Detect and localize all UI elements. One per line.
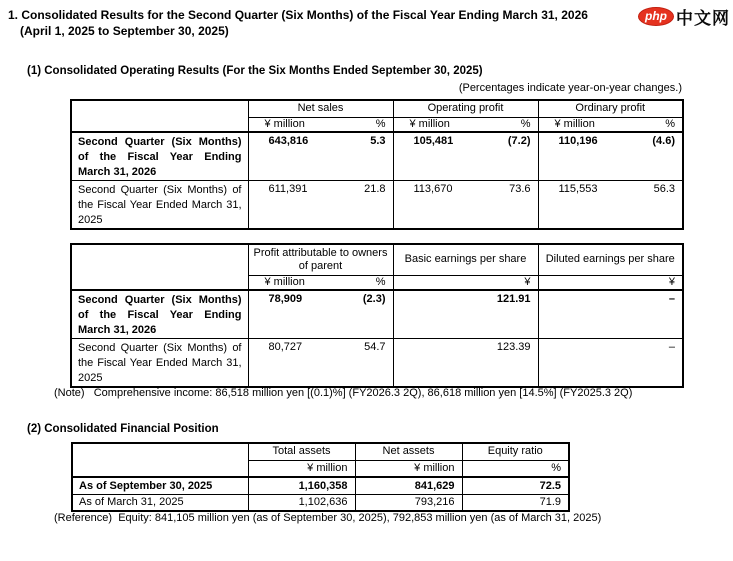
value-yen: 78,909 xyxy=(268,293,303,305)
table-row-fy2025 xyxy=(71,181,683,230)
document-heading xyxy=(8,7,588,39)
column-header-total-assets: Total assets xyxy=(248,443,355,460)
cell-profit-attributable xyxy=(248,290,393,339)
corner-cell xyxy=(71,100,248,132)
unit-cell: ¥ million xyxy=(248,460,355,477)
table-row-fy2026 xyxy=(71,290,683,339)
value-yen: 113,670 xyxy=(413,183,453,195)
value-yen: 80,727 xyxy=(268,341,303,353)
column-header-basic-eps: Basic earnings per share xyxy=(393,244,538,275)
unit-yen-label: ¥ million xyxy=(264,276,305,289)
value-pct: 5.3 xyxy=(370,135,386,147)
value-yen: 611,391 xyxy=(268,183,308,195)
php-logo-icon: php xyxy=(638,7,674,26)
value-pct: (7.2) xyxy=(507,135,531,147)
row-label: As of September 30, 2025 xyxy=(72,477,248,494)
cell-operating-profit xyxy=(393,132,538,181)
cell-profit-attributable xyxy=(248,339,393,388)
unit-cell xyxy=(538,117,683,132)
table-header-row xyxy=(72,443,569,460)
cell-net-assets: 841,629 xyxy=(355,477,462,494)
row-label: Second Quarter (Six Months) of the Fiscal Year Ending March 31, 2026 xyxy=(71,132,248,181)
cell-diluted-eps: – xyxy=(538,339,683,388)
cell-operating-profit xyxy=(393,181,538,230)
unit-cell xyxy=(393,117,538,132)
cell-ordinary-profit xyxy=(538,132,683,181)
unit-cell xyxy=(248,275,393,290)
unit-cell xyxy=(248,117,393,132)
value-pct: 56.3 xyxy=(653,183,675,195)
corner-cell xyxy=(71,244,248,290)
unit-yen-label: ¥ million xyxy=(264,118,305,131)
equity-reference-note: (Reference) Equity: 841,105 million yen (as of September 30, 2025), 792,853 million yen (as of March 31, 2025) xyxy=(54,512,602,524)
corner-cell xyxy=(72,443,248,477)
value-pct: 54.7 xyxy=(364,341,386,353)
unit-cell: % xyxy=(462,460,569,477)
column-header-equity-ratio: Equity ratio xyxy=(462,443,569,460)
cell-total-assets: 1,102,636 xyxy=(248,494,355,511)
percentages-note: (Percentages indicate year-on-year changes.) xyxy=(458,82,682,94)
value-pct: 73.6 xyxy=(509,183,531,195)
cell-basic-eps: 123.39 xyxy=(393,339,538,388)
comprehensive-income-note: (Note) Comprehensive income: 86,518 million yen [(0.1)%] (FY2026.3 2Q), 86,618 million yen [14.5%] (FY2025.3 2Q) xyxy=(54,387,633,399)
unit-yen-label: ¥ million xyxy=(409,118,450,131)
value-yen: 105,481 xyxy=(413,135,454,147)
operating-results-table xyxy=(70,99,684,230)
cell-equity-ratio: 71.9 xyxy=(462,494,569,511)
cell-diluted-eps: – xyxy=(538,290,683,339)
unit-cell: ¥ xyxy=(538,275,683,290)
value-yen: 643,816 xyxy=(268,135,309,147)
unit-pct-label: % xyxy=(375,276,386,289)
unit-pct-label: % xyxy=(665,118,675,131)
unit-cell: ¥ million xyxy=(355,460,462,477)
row-label: Second Quarter (Six Months) of the Fiscal Year Ending March 31, 2026 xyxy=(71,290,248,339)
site-logo-text: 中文网 xyxy=(676,9,730,28)
heading-line-1: 1. Consolidated Results for the Second Quarter (Six Months) of the Fiscal Year Ending March 31, 2026 xyxy=(8,8,588,22)
unit-yen-label: ¥ million xyxy=(554,118,595,131)
unit-cell: ¥ xyxy=(393,275,538,290)
column-header-profit-attributable: Profit attributable to owners of parent xyxy=(248,244,393,275)
column-header-net-assets: Net assets xyxy=(355,443,462,460)
cell-equity-ratio: 72.5 xyxy=(462,477,569,494)
table-row-sep2025 xyxy=(72,477,569,494)
cell-total-assets: 1,160,358 xyxy=(248,477,355,494)
table-header-row xyxy=(71,100,683,117)
value-yen: 115,553 xyxy=(558,183,598,195)
column-header-diluted-eps: Diluted earnings per share xyxy=(538,244,683,275)
row-label: As of March 31, 2025 xyxy=(72,494,248,511)
table-row-mar2025 xyxy=(72,494,569,511)
table-row-fy2026 xyxy=(71,132,683,181)
unit-pct-label: % xyxy=(375,118,386,131)
financial-position-table xyxy=(71,442,570,512)
cell-net-sales xyxy=(248,132,393,181)
table-header-row xyxy=(71,244,683,275)
value-pct: (4.6) xyxy=(652,135,675,147)
cell-ordinary-profit xyxy=(538,181,683,230)
column-header-net-sales: Net sales xyxy=(248,100,393,117)
cell-net-assets: 793,216 xyxy=(355,494,462,511)
heading-line-2: (April 1, 2025 to September 30, 2025) xyxy=(20,24,229,38)
cell-net-sales xyxy=(248,181,393,230)
table-row-fy2025 xyxy=(71,339,683,388)
value-pct: 21.8 xyxy=(364,183,386,195)
value-pct: (2.3) xyxy=(362,293,386,305)
section1-title: (1) Consolidated Operating Results (For the Six Months Ended September 30, 2025) xyxy=(27,65,483,77)
per-share-table xyxy=(70,243,684,388)
row-label: Second Quarter (Six Months) of the Fiscal Year Ended March 31, 2025 xyxy=(71,181,248,230)
column-header-ordinary-profit: Ordinary profit xyxy=(538,100,683,117)
value-yen: 110,196 xyxy=(558,135,598,147)
section2-title: (2) Consolidated Financial Position xyxy=(27,423,219,435)
column-header-operating-profit: Operating profit xyxy=(393,100,538,117)
site-logo[interactable] xyxy=(638,4,730,29)
row-label: Second Quarter (Six Months) of the Fiscal Year Ended March 31, 2025 xyxy=(71,339,248,388)
unit-pct-label: % xyxy=(520,118,531,131)
cell-basic-eps: 121.91 xyxy=(393,290,538,339)
